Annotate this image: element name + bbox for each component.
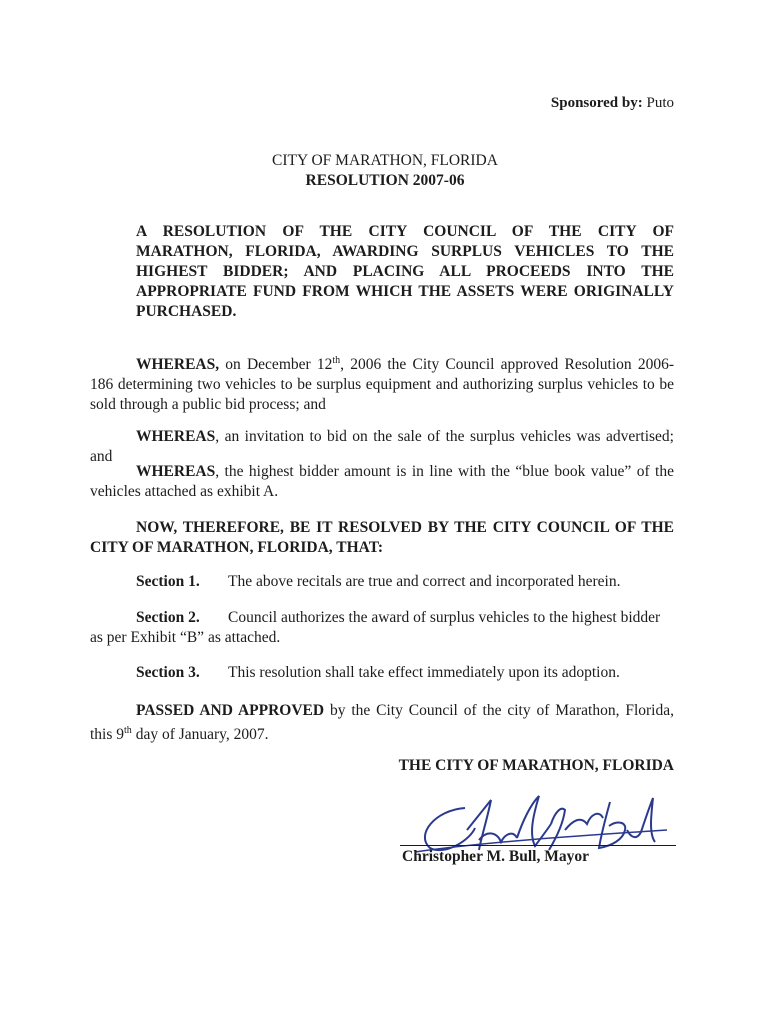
- section-2: [90, 608, 674, 648]
- signature-line: [400, 845, 676, 846]
- whereas-paragraph-3: [90, 462, 674, 502]
- heading-line: PURCHASED.: [136, 303, 237, 320]
- whereas-label: WHEREAS: [136, 463, 216, 480]
- section-text: Council authorizes the award of surplus vehicles to the highest bidder as per Exhibit “B” as attached.: [90, 609, 661, 646]
- mayor-name: Christopher M. Bull, Mayor: [402, 848, 589, 865]
- section-text: This resolution shall take effect immediately upon its adoption.: [228, 664, 620, 681]
- signature-city: THE CITY OF MARATHON, FLORIDA: [398, 757, 674, 774]
- whereas-paragraph-1: [90, 351, 674, 415]
- resolution-heading: [136, 222, 674, 322]
- resolution-number: RESOLUTION 2007-06: [305, 172, 465, 189]
- whereas-text: , an invitation to bid on the sale of the surplus vehicles was advertised; and: [90, 428, 674, 465]
- whereas-text: on December 12: [219, 356, 333, 373]
- section-label: Section 3.: [136, 664, 200, 681]
- section-text: The above recitals are true and correct and incorporated herein.: [228, 573, 621, 590]
- section-label: Section 2.: [136, 609, 200, 626]
- city-title: CITY OF MARATHON, FLORIDA: [272, 152, 498, 169]
- superscript: th: [124, 725, 132, 736]
- whereas-label: WHEREAS,: [136, 356, 220, 373]
- whereas-paragraph-2: [90, 427, 674, 467]
- whereas-text: , the highest bidder amount is in line with the “blue book value” of the vehicles attached as exhibit A.: [90, 463, 674, 500]
- passed-and-approved: [90, 701, 674, 745]
- passed-text: by the City Council of the city of Marathon, Florida, this 9: [90, 702, 674, 743]
- whereas-label: WHEREAS: [136, 428, 216, 445]
- resolved-clause: [90, 518, 674, 558]
- heading-line: A RESOLUTION OF THE CITY COUNCIL OF THE CITY OF: [136, 223, 674, 240]
- heading-line: APPROPRIATE FUND FROM WHICH THE ASSETS WERE ORIGINALLY: [136, 283, 674, 300]
- section-3: [90, 663, 674, 683]
- heading-line: MARATHON, FLORIDA, AWARDING SURPLUS VEHICLES TO THE: [136, 243, 674, 260]
- sponsor-name: Puto: [646, 95, 674, 111]
- section-label: Section 1.: [136, 573, 200, 590]
- sponsor-line: [551, 95, 674, 112]
- passed-text: day of January, 2007.: [131, 726, 269, 743]
- resolved-text: NOW, THEREFORE, BE IT RESOLVED BY THE CITY COUNCIL OF THE CITY OF MARATHON, FLORIDA, THAT:: [90, 519, 674, 556]
- section-1: [90, 572, 674, 592]
- sponsor-label: Sponsored by:: [550, 95, 643, 111]
- passed-label: PASSED AND APPROVED: [136, 702, 325, 719]
- superscript: th: [332, 355, 341, 366]
- whereas-text: , 2006 the City Council approved Resolution 2006-186 determining two vehicles to be surplus equipment and authorizing surplus vehicles to be sold through a public bid process; and: [90, 356, 674, 413]
- heading-line: HIGHEST BIDDER; AND PLACING ALL PROCEEDS INTO THE: [136, 263, 674, 280]
